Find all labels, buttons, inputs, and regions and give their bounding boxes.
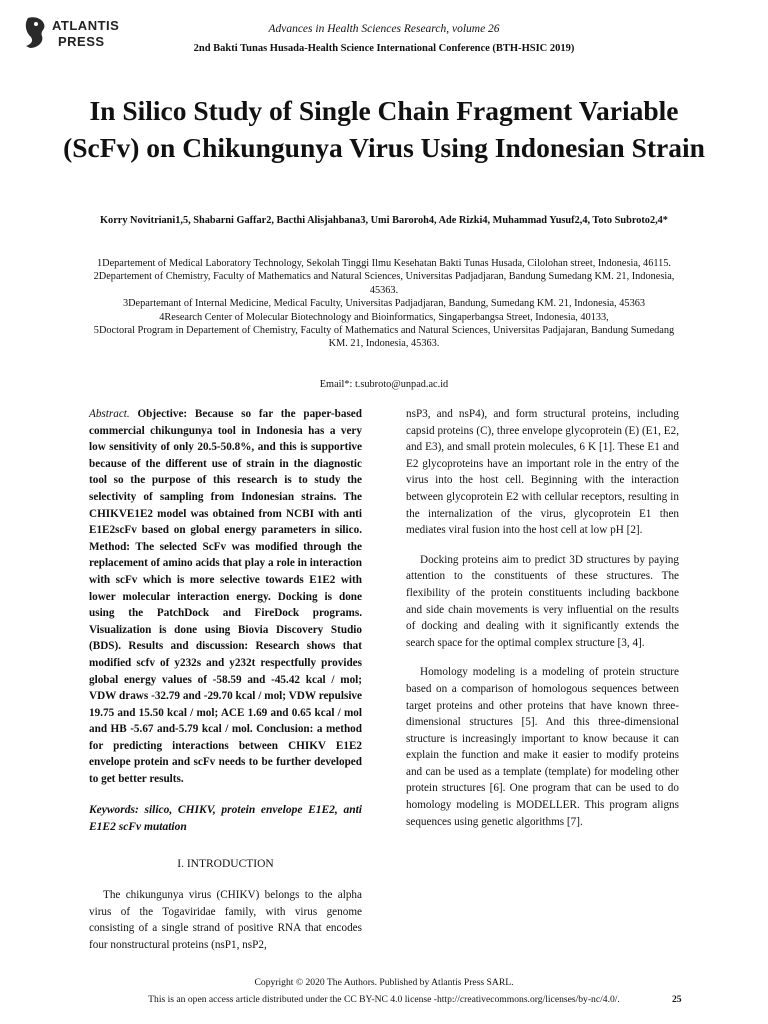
affiliation-2: 2Departement of Chemistry, Faculty of Mathematics and Natural Sciences, Universitas Padjadjaran, Bandung Sumedang KM. 21, Indonesia, 45363. (93, 271, 675, 296)
affiliation-1: 1Departement of Medical Laboratory Technology, Sekolah Tinggi Ilmu Kesehatan Bakti Tunas Husada, Cilolohan street, Indonesia, 46115. (97, 258, 671, 269)
affiliation-4: 4Research Center of Molecular Biotechnology and Bioinformatics, Singaperbangsa Street, Indonesia, 40133, (159, 311, 609, 323)
journal-name: Advances in Health Sciences Research, volume 26 (268, 23, 500, 35)
affiliation-5: 5Doctoral Program in Departement of Chemistry, Faculty of Mathematics and Natural Sciences, Universitas Padjajaran, Bandung Sumedang KM. 21, Indonesia, 45363. (93, 325, 675, 350)
body-paragraph-3: Homology modeling is a modeling of protein structure based on a comparison of homologous sequences between target proteins and other proteins that have known three-dimensional structures [5]. And this three-dimensional structure is increasingly important to know because it can explain the function and make it easier to modify proteins and can be used as a template (template) for modeling other protein structures [6]. One program that can be used to do homology modeling is MODELLER. This program aligns sequences using genetic algorithms [7]. (406, 666, 679, 828)
author-list: Korry Novitriani1,5, Shabarni Gaffar2, Bacthi Alisjahbana3, Umi Baroroh4, Ade Rizki4, Muhammad Yusuf2,4, Toto Subroto2,4* (100, 215, 668, 226)
abstract-body: Objective: Because so far the paper-based commercial chikungunya tool in Indonesia has a very low sensitivity of only 20.5-50.8%, and this is supportive because of the different use of strain in the diagnostic tool so the purpose of this research is to study the selectivity of sampling from Indonesian strains. The CHIKVE1E2 model was obtained from NCBI with anti E1E2scFv based on global energy parameters in silico. Method: The selected ScFv was modified through the replacement of amino acids that play a role in interaction with scFv which is more selective towards E1E2 with lower molecular interaction energy. Docking is done using the PatchDock and FireDock programs. Visualization is done using Biovia Discovery Studio (BDS). Results and discussion: Research shows that modified scfv of y232s and y232t respectfully provides global energy values of -58.59 and -45.42 kcal / mol; VDW draws -32.79 and -29.70 kcal / mol; VDW repulsive 19.75 and 15.50 kcal / mol; ACE 1.69 and 0.65 kcal / mol and HB -5.67 and-5.79 kcal / mol. Conclusion: a method for predicting interactions between CHIKV E1E2 envelope protein and scFv needs to be further developed to get better results. (89, 408, 362, 786)
affiliation-3: 3Departemant of Internal Medicine, Medical Faculty, Universitas Padjadjaran, Bandung, Sumedang KM. 21, Indonesia, 45363 (122, 298, 646, 310)
keywords: Keywords: silico, CHIKV, protein envelope E1E2, anti E1E2 scFv mutation (89, 803, 362, 833)
corresponding-email: Email*: t.subroto@unpad.ac.id (319, 379, 449, 390)
copyright-notice: Copyright © 2020 The Authors. Published by Atlantis Press SARL. (254, 977, 514, 988)
intro-paragraph-1: The chikungunya virus (CHIKV) belongs to the alpha virus of the Togaviridae family, with virus genome consisting of a single strand of positive RNA that encodes four nonstructural proteins (nsP1, nsP2, (89, 889, 362, 952)
right-column (406, 406, 679, 830)
abstract (89, 406, 362, 788)
paper-title: In Silico Study of Single Chain Fragment Variable (ScFv) on Chikungunya Virus Using Indonesian Strain (63, 95, 705, 163)
conference-name: 2nd Bakti Tunas Husada-Health Science International Conference (BTH-HSIC 2019) (193, 43, 575, 54)
abstract-lead: Abstract. (89, 408, 130, 420)
page-number: 25 (672, 994, 682, 1005)
license-notice: This is an open access article distributed under the CC BY-NC 4.0 license -http://creativecommons.org/licenses/by-nc/4.0/. (148, 994, 620, 1005)
body-paragraph-2: Docking proteins aim to predict 3D structures by paying attention to the constituents of these structures. The flexibility of the protein constituents including backbone and side chain movements is very influential on the results of docking and dealing with it significantly extends the search space for the optimal complex structure [3, 4]. (406, 553, 679, 649)
logo-line-1: ATLANTIS (52, 18, 120, 33)
body-paragraph-1: nsP3, and nsP4), and form structural proteins, including capsid proteins (C), three envelope glycoprotein (E) (E1, E2, and E3), and small protein molecules, 6 K [1]. These E1 and E2 glycoproteins have an important role in the entry of the virus into the host cell. Beginning with the interaction between glycoprotein E2 with cellular receptors, resulting in the internalization of the virus, glycoprotein E1 then mediates viral fusion into the host cell at low pH [2]. (406, 408, 679, 537)
section-heading-introduction: I. INTRODUCTION (177, 857, 274, 870)
left-column (89, 406, 362, 954)
affiliations (90, 257, 678, 351)
logo-line-2: PRESS (58, 34, 105, 49)
